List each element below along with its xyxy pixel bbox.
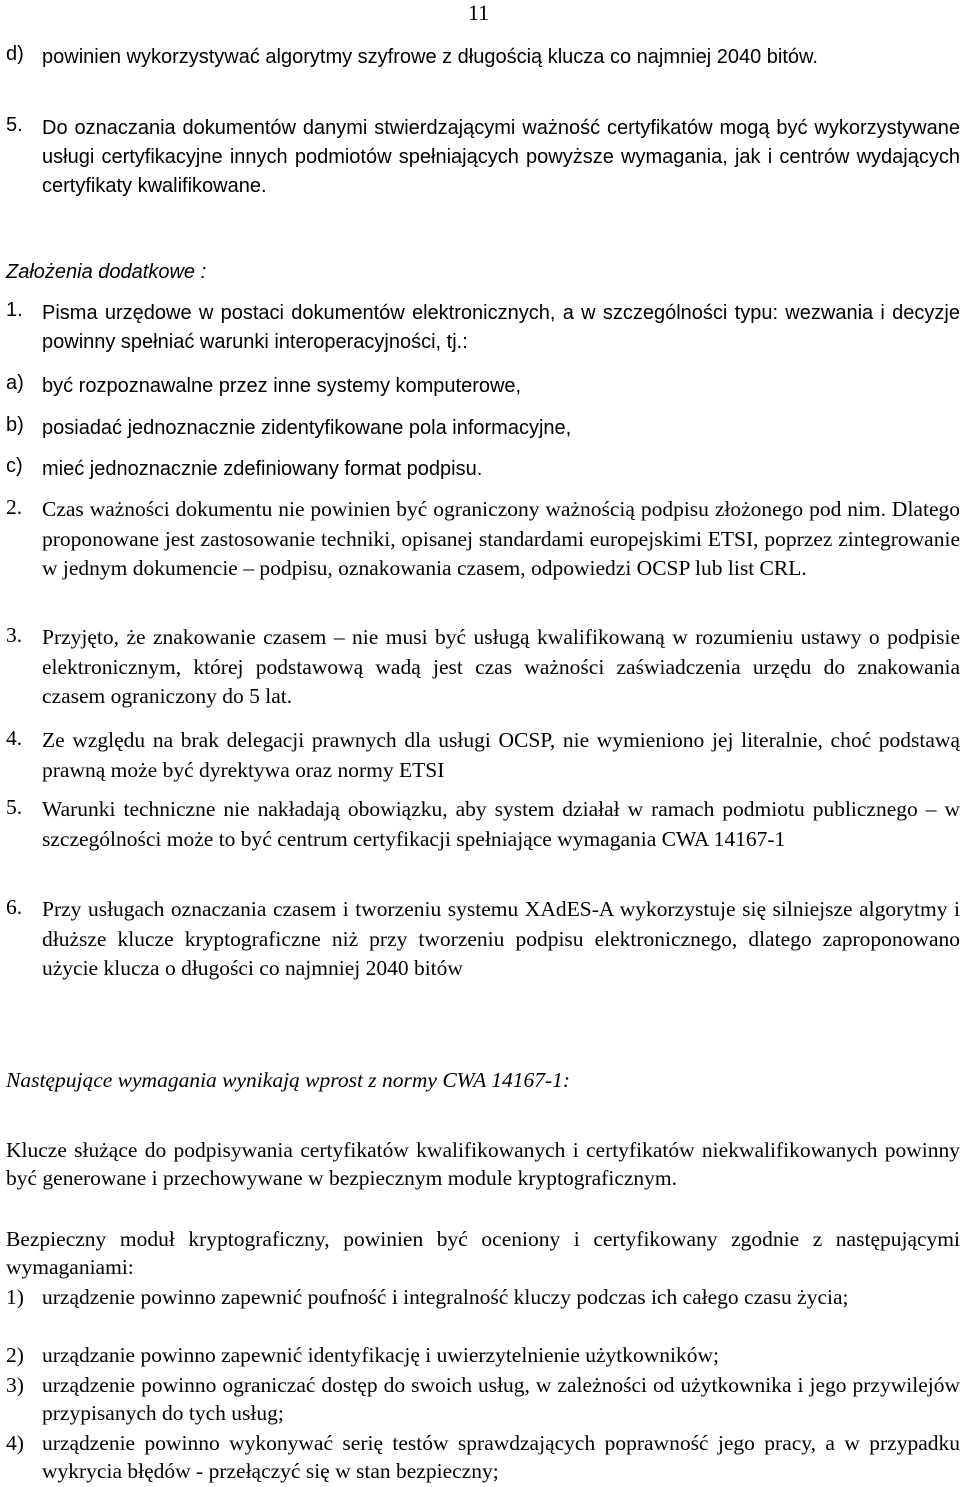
- list-item-text: Do oznaczania dokumentów danymi stwierdzającymi ważność certyfikatów mogą być wykorzystywane usługi certyfikacyjne innych podmiotów spełniających powyższe wymagania, jak i centrów wydających certyfikaty kwalifikowane.: [42, 117, 960, 197]
- list-marker: 2.: [6, 495, 23, 519]
- list-item-text: urządzenie powinno ograniczać dostęp do swoich usług, w zależności od użytkownika i jego przywilejów przypisanych do tych usług;: [42, 1373, 960, 1425]
- subitem-c: [0, 455, 960, 485]
- list-marker: 6.: [6, 895, 23, 919]
- list-marker: 1.: [6, 299, 23, 321]
- list-item-d: [0, 43, 960, 103]
- list-item-text: urządzanie powinno zapewnić identyfikację i uwierzytelnienie użytkowników;: [42, 1343, 719, 1367]
- assumption-item-6: [0, 895, 960, 1015]
- list-item-text: Pisma urzędowe w postaci dokumentów elektronicznych, a w szczególności typu: wezwania i decyzje powinny spełniać warunki interoperacyjności, tj.:: [42, 302, 960, 353]
- cwa-item-1: [0, 1283, 960, 1341]
- assumption-item-3: [0, 623, 960, 713]
- assumption-item-2: [0, 495, 960, 615]
- list-item-text: posiadać jednoznacznie zidentyfikowane pola informacyjne,: [42, 417, 572, 439]
- list-marker: 4): [6, 1431, 24, 1455]
- cwa-paragraph-2: Bezpieczny moduł kryptograficzny, powinien być oceniony i certyfikowany zgodnie z następującymi wymaganiami:: [6, 1227, 960, 1279]
- assumption-item-1: [0, 299, 960, 359]
- list-marker: 3): [6, 1373, 24, 1397]
- subitem-b: [0, 414, 960, 444]
- page-number-text: 11: [468, 0, 490, 25]
- list-item-text: Przyjęto, że znakowanie czasem – nie musi być usługą kwalifikowaną w rozumieniu ustawy o podpisie elektronicznym, której podstawową wadą jest czas ważności zaświadczenia urzędu do znakowania czasem ograniczony do 5 lat.: [42, 625, 960, 708]
- list-item-text: Przy usługach oznaczania czasem i tworzeniu systemu XAdES-A wykorzystuje się silniejsze algorytmy i dłuższe klucze kryptograficzne niż przy tworzeniu podpisu elektronicznego, dlatego zaproponowano użycie klucza o długości co najmniej 2040 bitów: [42, 897, 960, 980]
- list-item-text: mieć jednoznacznie zdefiniowany format podpisu.: [42, 458, 483, 480]
- cwa-item-2: [0, 1341, 960, 1371]
- cwa-item-4: [0, 1429, 960, 1487]
- assumption-item-4: [0, 726, 960, 786]
- list-item-text: powinien wykorzystywać algorytmy szyfrowe z długością klucza co najmniej 2040 bitów.: [42, 46, 818, 68]
- list-marker: b): [6, 414, 24, 436]
- subitem-a: [0, 372, 960, 402]
- list-marker: 4.: [6, 726, 23, 750]
- assumptions-heading: Założenia dodatkowe :: [6, 261, 207, 283]
- cwa-paragraph-1: Klucze służące do podpisywania certyfikatów kwalifikowanych i certyfikatów niekwalifikowanych powinny być generowane i przechowywane w bezpiecznym module kryptograficznym.: [6, 1138, 960, 1190]
- list-item-5-top: [0, 114, 960, 204]
- list-marker: c): [6, 455, 23, 477]
- list-item-text: urządzenie powinno wykonywać serię testów sprawdzających poprawność jego pracy, a w przypadku wykrycia błędów - przełączyć się w stan bezpieczny;: [42, 1431, 960, 1483]
- list-item-text: urządzenie powinno zapewnić poufność i integralność kluczy podczas ich całego czasu życia;: [42, 1285, 849, 1309]
- list-marker: 2): [6, 1343, 24, 1367]
- list-marker: 5.: [6, 795, 23, 819]
- list-marker: a): [6, 372, 24, 394]
- list-marker: 5.: [6, 114, 23, 136]
- list-marker: 3.: [6, 623, 23, 647]
- assumption-item-5: [0, 795, 960, 885]
- cwa-heading: Następujące wymagania wynikają wprost z normy CWA 14167-1:: [6, 1068, 571, 1092]
- list-item-text: być rozpoznawalne przez inne systemy komputerowe,: [42, 375, 522, 397]
- list-marker: d): [6, 43, 24, 65]
- list-item-text: Warunki techniczne nie nakładają obowiązku, aby system działał w ramach podmiotu publicznego – w szczególności może to być centrum certyfikacji spełniające wymagania CWA 14167-1: [42, 797, 960, 851]
- list-marker: 1): [6, 1285, 24, 1309]
- list-item-text: Czas ważności dokumentu nie powinien być ograniczony ważnością podpisu złożonego pod nim. Dlatego proponowane jest zastosowanie techniki, opisanej standardami europejskimi ETSI, poprzez zintegrowanie w jednym dokumencie – podpisu, oznakowania czasem, odpowiedzi OCSP lub list CRL.: [42, 497, 960, 580]
- list-item-text: Ze względu na brak delegacji prawnych dla usługi OCSP, nie wymieniono jej literalnie, choć podstawą prawną może być dyrektywa oraz normy ETSI: [42, 728, 960, 782]
- cwa-item-3: [0, 1371, 960, 1429]
